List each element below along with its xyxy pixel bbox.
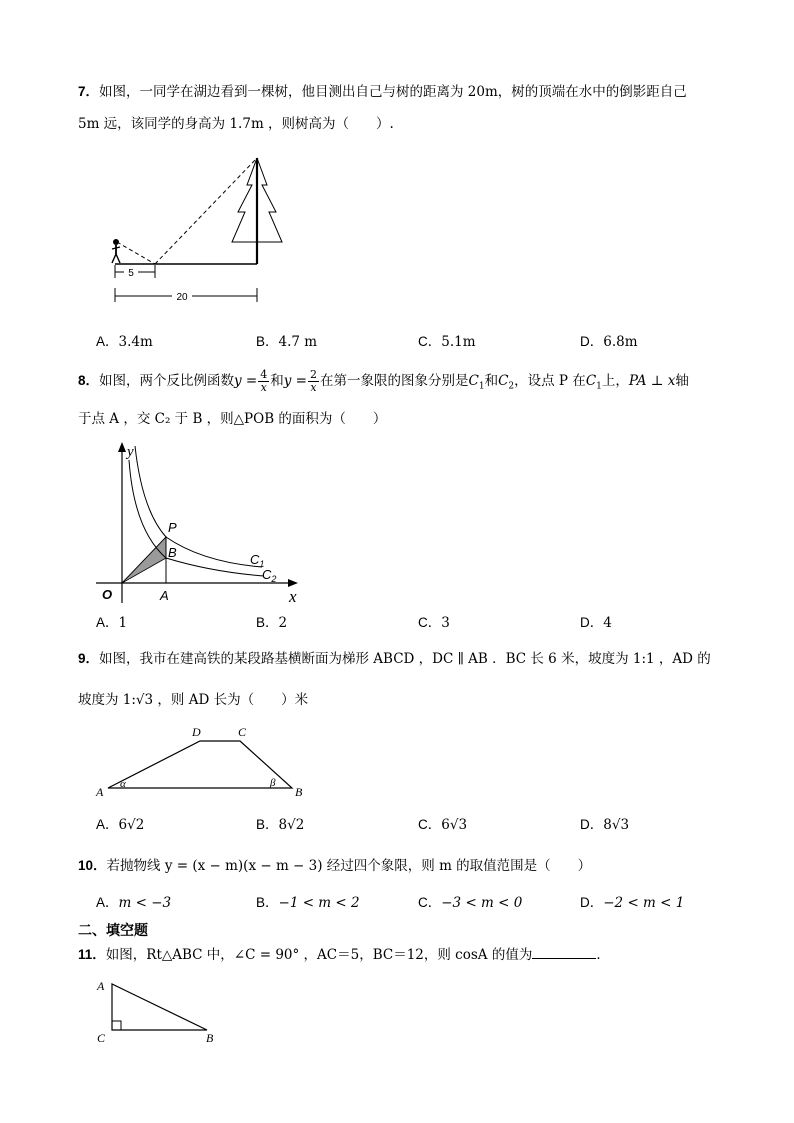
q8-figure xyxy=(92,440,312,610)
vertex-b-label: B xyxy=(295,785,303,799)
q10-line1: 10．若抛物线 y = (x − m)(x − m − 3) 经过四个象限，则 m 的取值范围是（ ） xyxy=(78,858,592,874)
q8-option-a[interactable]: A．1 xyxy=(96,615,128,631)
angle-alpha-label: α xyxy=(120,778,126,790)
section-fill-in-title: 二、填空题 xyxy=(78,922,148,938)
q9-figure xyxy=(92,722,322,802)
vertex-a-label: A xyxy=(97,979,105,993)
y-axis-label: y xyxy=(127,444,134,460)
q8-option-b[interactable]: B．2 xyxy=(256,615,288,631)
vertex-a-label: A xyxy=(96,785,104,799)
tree-icon xyxy=(232,158,282,264)
fraction-2-over-x: $\frac{2}{x}$ xyxy=(309,368,317,394)
q8-option-c[interactable]: C．3 xyxy=(418,615,450,631)
q11-figure xyxy=(92,975,232,1050)
point-a-label: A xyxy=(160,588,169,603)
q9-line1: 9．如图，我市在建高铁的某段路基横断面为梯形 ABCD ，DC ∥ AB ．BC 长 6 米，坡度为 1:1 ，AD 的 xyxy=(78,651,711,667)
q10-option-a[interactable]: A．m < −3 xyxy=(96,895,172,911)
q9-number: 9． xyxy=(78,651,100,666)
q9-option-b[interactable]: B．8√2 xyxy=(256,817,305,833)
q7-line1 xyxy=(78,83,687,101)
point-b-label: B xyxy=(168,545,177,560)
q11-number: 11． xyxy=(78,947,106,962)
q8-line1: 8．如图，两个反比例函数y = $\frac{4}{x}$ 和y = $\frac{2}{x}$ 在第一象限的图象分别是$C_1$和$C_2$，设点 P 在$C_1$上，PA ⊥ x轴 xyxy=(78,368,689,394)
x-axis-label: x xyxy=(289,587,297,606)
q7-option-b[interactable]: B．4.7 m xyxy=(256,334,318,350)
q7-text-line1: 如图，一同学在湖边看到一棵树，他目测出自己与树的距离为 20m，树的顶端在水中的倒影距自己 xyxy=(99,84,687,100)
q10-option-b[interactable]: B．−1 < m < 2 xyxy=(256,895,360,911)
q7-line2: 5m 远，该同学的身高为 1.7m ，则树高为（ ）. xyxy=(78,116,394,132)
q8-option-d[interactable]: D．4 xyxy=(580,615,612,631)
angle-beta-label: β xyxy=(270,777,276,789)
curve-c2-label: $C_2$ xyxy=(262,567,277,584)
q7-number: 7． xyxy=(78,84,100,99)
label-20: 20 xyxy=(176,292,188,303)
vertex-d-label: D xyxy=(192,725,201,739)
q10-option-c[interactable]: C．−3 < m < 0 xyxy=(418,895,523,911)
q7-figure xyxy=(100,150,300,310)
curve-c1-label: $C_1$ xyxy=(250,552,265,569)
q8-line2: 于点 A ，交 C₂ 于 B ，则△POB 的面积为（ ） xyxy=(78,411,387,427)
q7-option-d[interactable]: D．6.8m xyxy=(580,334,638,350)
answer-blank[interactable] xyxy=(532,946,596,959)
q9-line2: 坡度为 1:√3 ，则 AD 长为（ ）米 xyxy=(78,692,309,708)
origin-label: O xyxy=(102,587,113,602)
q7-option-a[interactable]: A．3.4m xyxy=(96,334,153,350)
q9-option-d[interactable]: D．8√3 xyxy=(580,817,630,833)
vertex-c-label: C xyxy=(238,725,247,739)
fraction-4-over-x: $\frac{4}{x}$ xyxy=(260,368,268,394)
q8-number: 8． xyxy=(78,373,100,388)
point-p-label: P xyxy=(168,520,177,535)
q10-option-d[interactable]: D．−2 < m < 1 xyxy=(580,895,685,911)
label-5: 5 xyxy=(128,268,134,279)
q9-option-c[interactable]: C．6√3 xyxy=(418,817,468,833)
vertex-b-label: B xyxy=(206,1031,214,1045)
vertex-c-label: C xyxy=(97,1031,106,1045)
q11-line1: 11．如图，Rt△ABC 中，∠C = 90° ，AC＝5，BC＝12，则 cosA 的值为 ． xyxy=(78,947,610,963)
q10-number: 10． xyxy=(78,858,107,873)
q9-option-a[interactable]: A．6√2 xyxy=(96,817,145,833)
q7-option-c[interactable]: C．5.1m xyxy=(418,334,476,350)
